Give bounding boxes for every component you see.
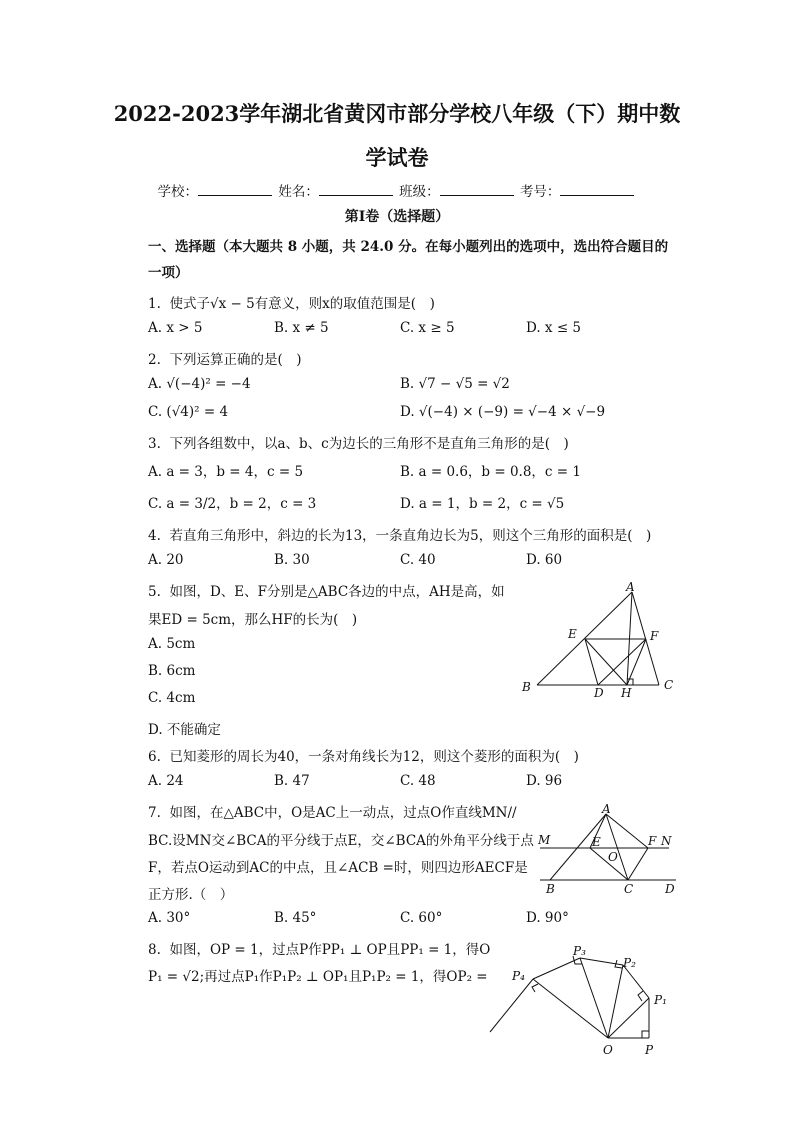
name-blank[interactable]: [319, 181, 393, 196]
q4-stem: 4. 若直角三角形中，斜边的长为13，一条直角边长为5，则这个三角形的面积是( ): [148, 528, 652, 544]
school-label: 学校：: [157, 184, 199, 200]
q3-option-a: A. a = 3，b = 4，c = 5: [148, 464, 304, 480]
class-blank[interactable]: [440, 181, 514, 196]
q7-stem-line2: BC.设MN交∠BCA的平分线于点E，交∠BCA的外角平分线于点: [148, 833, 534, 849]
fig8-label-p3: P₃: [573, 944, 586, 958]
q3-option-d: D. a = 1，b = 2，c = √5: [400, 496, 565, 512]
school-blank[interactable]: [198, 181, 272, 196]
q5-option-d: D. 不能确定: [148, 722, 221, 738]
fig7-label-a: A: [602, 802, 611, 816]
fig5-label-f: F: [650, 629, 659, 643]
fig7-label-n: N: [661, 834, 672, 848]
q6-stem: 6. 已知菱形的周长为40，一条对角线长为12，则这个菱形的面积为( ): [148, 749, 579, 765]
q4-option-a: A. 20: [148, 552, 184, 568]
fig7-label-b: B: [546, 882, 555, 896]
fig7-label-f: F: [648, 834, 657, 848]
q7-option-a: A. 30°: [148, 910, 191, 926]
fig7-label-d: D: [665, 882, 675, 896]
q7-figure: [534, 800, 684, 898]
number-blank[interactable]: [560, 181, 634, 196]
q6-option-b: B. 47: [274, 773, 310, 789]
student-info-row: [0, 180, 794, 200]
fig5-label-a: A: [626, 580, 635, 594]
fig5-label-b: B: [522, 680, 531, 694]
q3-option-b: B. a = 0.6，b = 0.8，c = 1: [400, 464, 581, 480]
q6-option-d: D. 96: [526, 773, 563, 789]
fig8-label-p1: P₁: [654, 993, 667, 1007]
fig7-label-e: E: [592, 835, 601, 849]
fig5-label-e: E: [568, 627, 577, 641]
q1-option-b: B. x ≠ 5: [274, 320, 329, 336]
fig7-label-o: O: [608, 850, 618, 864]
q3-stem: 3. 下列各组数中，以a、b、c为边长的三角形不是直角三角形的是( ): [148, 436, 569, 452]
q4-option-c: C. 40: [400, 552, 436, 568]
q1-option-a: A. x > 5: [148, 320, 203, 336]
q8-spiral-figure: [486, 944, 678, 1062]
number-label: 考号：: [519, 184, 561, 200]
q6-option-c: C. 48: [400, 773, 436, 789]
fig8-label-p2: P₂: [623, 956, 636, 970]
q3-option-c: C. a = 3/2，b = 2，c = 3: [148, 496, 317, 512]
fig8-label-o: O: [603, 1043, 613, 1057]
q1-stem: 1. 使式子√x − 5有意义，则x的取值范围是( ): [148, 296, 435, 312]
fig8-label-p4: P₄: [512, 969, 525, 983]
fig5-label-c: C: [664, 678, 674, 692]
q6-option-a: A. 24: [148, 773, 184, 789]
q5-triangle-figure: [515, 580, 685, 702]
q5-option-b: B. 6cm: [148, 663, 196, 679]
q2-option-c: C. (√4)² = 4: [148, 404, 229, 420]
q2-option-b: B. √7 − √5 = √2: [400, 376, 510, 392]
q8-stem-line2: P₁ = √2;再过点P₁作P₁P₂ ⊥ OP₁且P₁P₂ = 1，得OP₂ =: [148, 969, 488, 985]
q5-stem-line2: 果ED = 5cm，那么HF的长为( ): [148, 612, 358, 628]
name-label: 姓名：: [278, 184, 319, 200]
q5-option-c: C. 4cm: [148, 690, 196, 706]
q5-option-a: A. 5cm: [148, 636, 196, 652]
q7-option-c: C. 60°: [400, 910, 443, 926]
q7-option-d: D. 90°: [526, 910, 569, 926]
q1-option-c: C. x ≥ 5: [400, 320, 455, 336]
q5-stem-line1: 5. 如图，D、E、F分别是△ABC各边的中点，AH是高，如: [148, 584, 505, 600]
fig8-label-p: P: [645, 1043, 654, 1057]
exam-title-line2: 学试卷: [365, 145, 429, 170]
q7-option-b: B. 45°: [274, 910, 317, 926]
q4-option-b: B. 30: [274, 552, 310, 568]
section-heading: 一、选择题（本大题共 8 小题，共 24.0 分。在每小题列出的选项中，选出符合题目的一项）: [148, 239, 669, 281]
fig7-label-m: M: [538, 833, 551, 847]
fig7-label-c: C: [624, 882, 634, 896]
q7-stem-line1: 7. 如图，在△ABC中，O是AC上一动点，过点O作直线MN//: [148, 805, 517, 821]
q8-stem-line1: 8. 如图，OP = 1，过点P作PP₁ ⊥ OP且PP₁ = 1，得O: [148, 942, 491, 958]
volume-heading: 第Ⅰ卷（选择题）: [344, 209, 450, 225]
q2-option-a: A. √(−4)² = −4: [148, 376, 251, 392]
q7-stem-line4: 正方形.（ ）: [148, 887, 234, 903]
class-label: 班级：: [399, 184, 440, 200]
q1-option-d: D. x ≤ 5: [526, 320, 582, 336]
q2-stem: 2. 下列运算正确的是( ): [148, 352, 302, 368]
fig5-label-d: D: [594, 686, 604, 700]
q2-option-d: D. √(−4) × (−9) = √−4 × √−9: [400, 404, 606, 420]
fig5-label-h: H: [621, 686, 632, 700]
q7-stem-line3: F，若点O运动到AC的中点，且∠ACB =时，则四边形AECF是: [148, 860, 528, 876]
exam-title-line1: 2022-2023学年湖北省黄冈市部分学校八年级（下）期中数: [113, 101, 681, 126]
q4-option-d: D. 60: [526, 552, 563, 568]
